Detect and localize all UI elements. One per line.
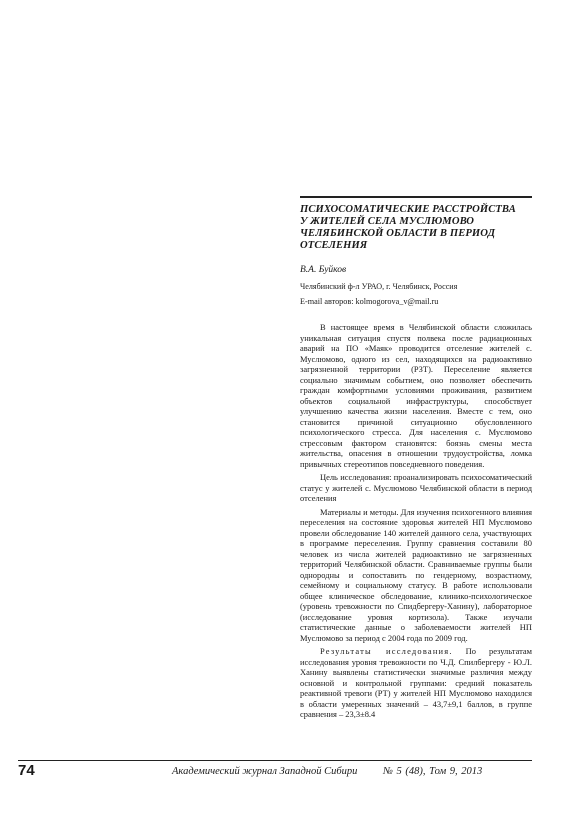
paragraph-intro: В настоящее время в Челябинской области сложилась уникальная ситуация спустя полвека после радиационных аварий на ПО «Маяк» проводится отселение жителей с. Муслюмово, одного из сел, находящихся на радиоактивно загрязненной территории (РЗТ). Переселение является социально значимым событием, оно позволяет обеспечить граждан комфортными условиями проживания, развитием объектов социальной инфраструктуры, способствует улучшению качества жизни населения. Вместе с тем, оно становится причиной ситуационно обусловленного психологического стресса. Для населения с. Муслюмово стрессовым фактором становятся: боязнь смены места жительства, опасения в отношении трудоустройства, ломка привычных стереотипов повседневного поведения. xyxy=(300,322,532,469)
journal-name: Академический журнал Западной Сибири xyxy=(172,766,358,777)
article-email: E-mail авторов: kolmogorova_v@mail.ru xyxy=(300,297,439,306)
article-author: В.А. Буйков xyxy=(300,265,347,275)
results-text: По результатам исследования уровня тревожности по Ч.Д. Спилбергеру - Ю.Л. Ханину выявлены статистически значимые различия между основной и контрольной группами: средний показатель реактивной тревоги (РТ) у жителей НП Муслюмово находился в области умеренных значений – 43,7±9,1 баллов, в группе сравнения – 23,3±8.4 xyxy=(300,646,532,719)
results-heading: Результаты исследования. xyxy=(320,646,453,656)
paragraph-results xyxy=(300,646,532,720)
article-body xyxy=(300,322,532,723)
page-number: 74 xyxy=(18,762,35,779)
paragraph-goal: Цель исследования: проанализировать психосоматический статус у жителей с. Муслюмово Челябинской области в период отселения xyxy=(300,472,532,503)
title-rule xyxy=(300,196,532,198)
paragraph-methods: Материалы и методы. Для изучения психогенного влияния переселения на состояние здоровья жителей НП Муслюмово провели обследование 140 жителей данного села, участвующих в программе переселения. Группу сравнения составили 80 человек из числа жителей радиоактивно не загрязненных территорий Челябинской области. Сравниваемые группы были однородны и сопоставить по гендерному, возрастному, семейному и социальному статусу. В работе использовали общее клиническое обследование, клинико-психологическое (уровень тревожности по Спидбергеру-Ханину), лабораторное (исследование уровня кортизола). Также изучали статистические данные о заболеваемости жителей НП Муслюмово за период с 2004 года по 2009 год. xyxy=(300,506,532,643)
footer-rule xyxy=(18,760,532,761)
article-affiliation: Челябинский ф-л УРАО, г. Челябинск, Россия xyxy=(300,282,458,291)
article-title: ПСИХОСОМАТИЧЕСКИЕ РАССТРОЙСТВА У ЖИТЕЛЕЙ СЕЛА МУСЛЮМОВО ЧЕЛЯБИНСКОЙ ОБЛАСТИ В ПЕРИОД ОТСЕЛЕНИЯ xyxy=(300,204,516,251)
journal-issue: № 5 (48), Том 9, 2013 xyxy=(383,766,483,777)
